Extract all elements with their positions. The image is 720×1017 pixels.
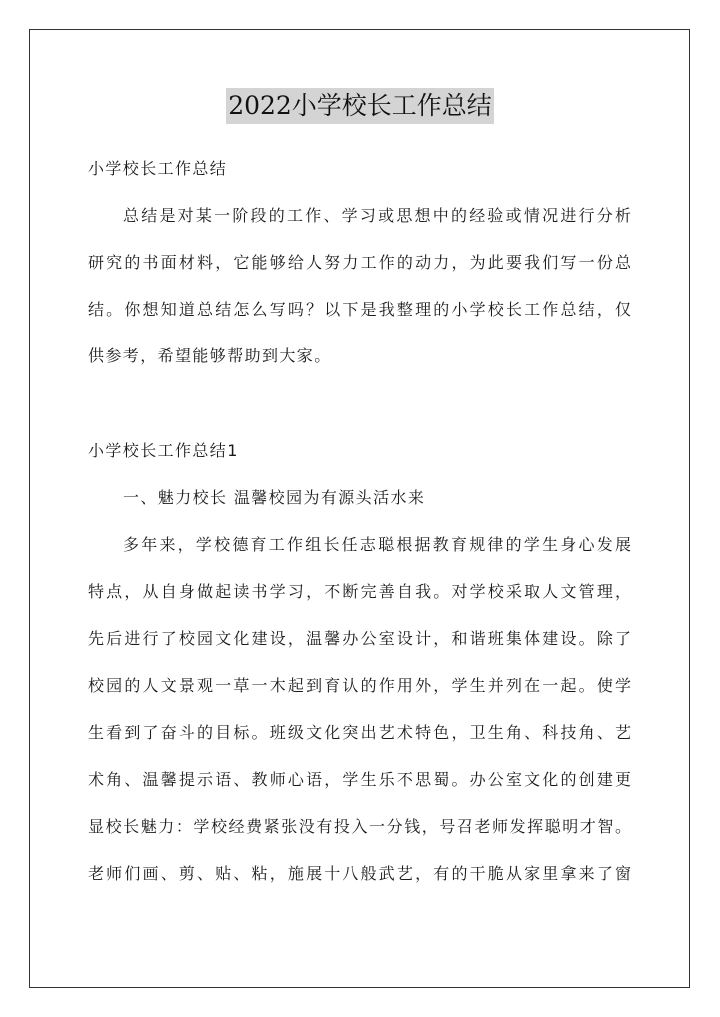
document-title: 2022小学校长工作总结 [226, 88, 494, 124]
title-wrap [0, 88, 720, 124]
body-line-2: 特点，从自身做起读书学习，不断完善自我。对学校采取人文管理， [88, 582, 631, 601]
intro-line-2: 研究的书面材料，它能够给人努力工作的动力，为此要我们写一份总 [88, 253, 631, 272]
intro-line-3: 结。你想知道总结怎么写吗？以下是我整理的小学校长工作总结，仅 [88, 300, 631, 319]
intro-line-4: 供参考，希望能够帮助到大家。 [88, 346, 332, 365]
body-line-5: 生看到了奋斗的目标。班级文化突出艺术特色，卫生角、科技角、艺 [88, 723, 631, 742]
body-line-8: 老师们画、剪、贴、粘，施展十八般武艺，有的干脆从家里拿来了窗 [88, 864, 631, 883]
body-line-1: 多年来，学校德育工作组长任志聪根据教育规律的学生身心发展 [123, 535, 631, 554]
body-line-7: 显校长魅力：学校经费紧张没有投入一分钱，号召老师发挥聪明才智。 [88, 817, 631, 836]
body-line-3: 先后进行了校园文化建设，温馨办公室设计，和谐班集体建设。除了 [88, 629, 631, 648]
subtitle: 小学校长工作总结 [88, 159, 228, 178]
intro-line-1: 总结是对某一阶段的工作、学习或思想中的经验或情况进行分析 [123, 206, 631, 225]
section-title: 小学校长工作总结1 [88, 441, 239, 460]
body-line-4: 校园的人文景观一草一木起到育认的作用外，学生并列在一起。使学 [88, 676, 631, 695]
section-heading: 一、魅力校长 温馨校园为有源头活水来 [123, 488, 426, 507]
body-line-6: 术角、温馨提示语、教师心语，学生乐不思蜀。办公室文化的创建更 [88, 770, 631, 789]
